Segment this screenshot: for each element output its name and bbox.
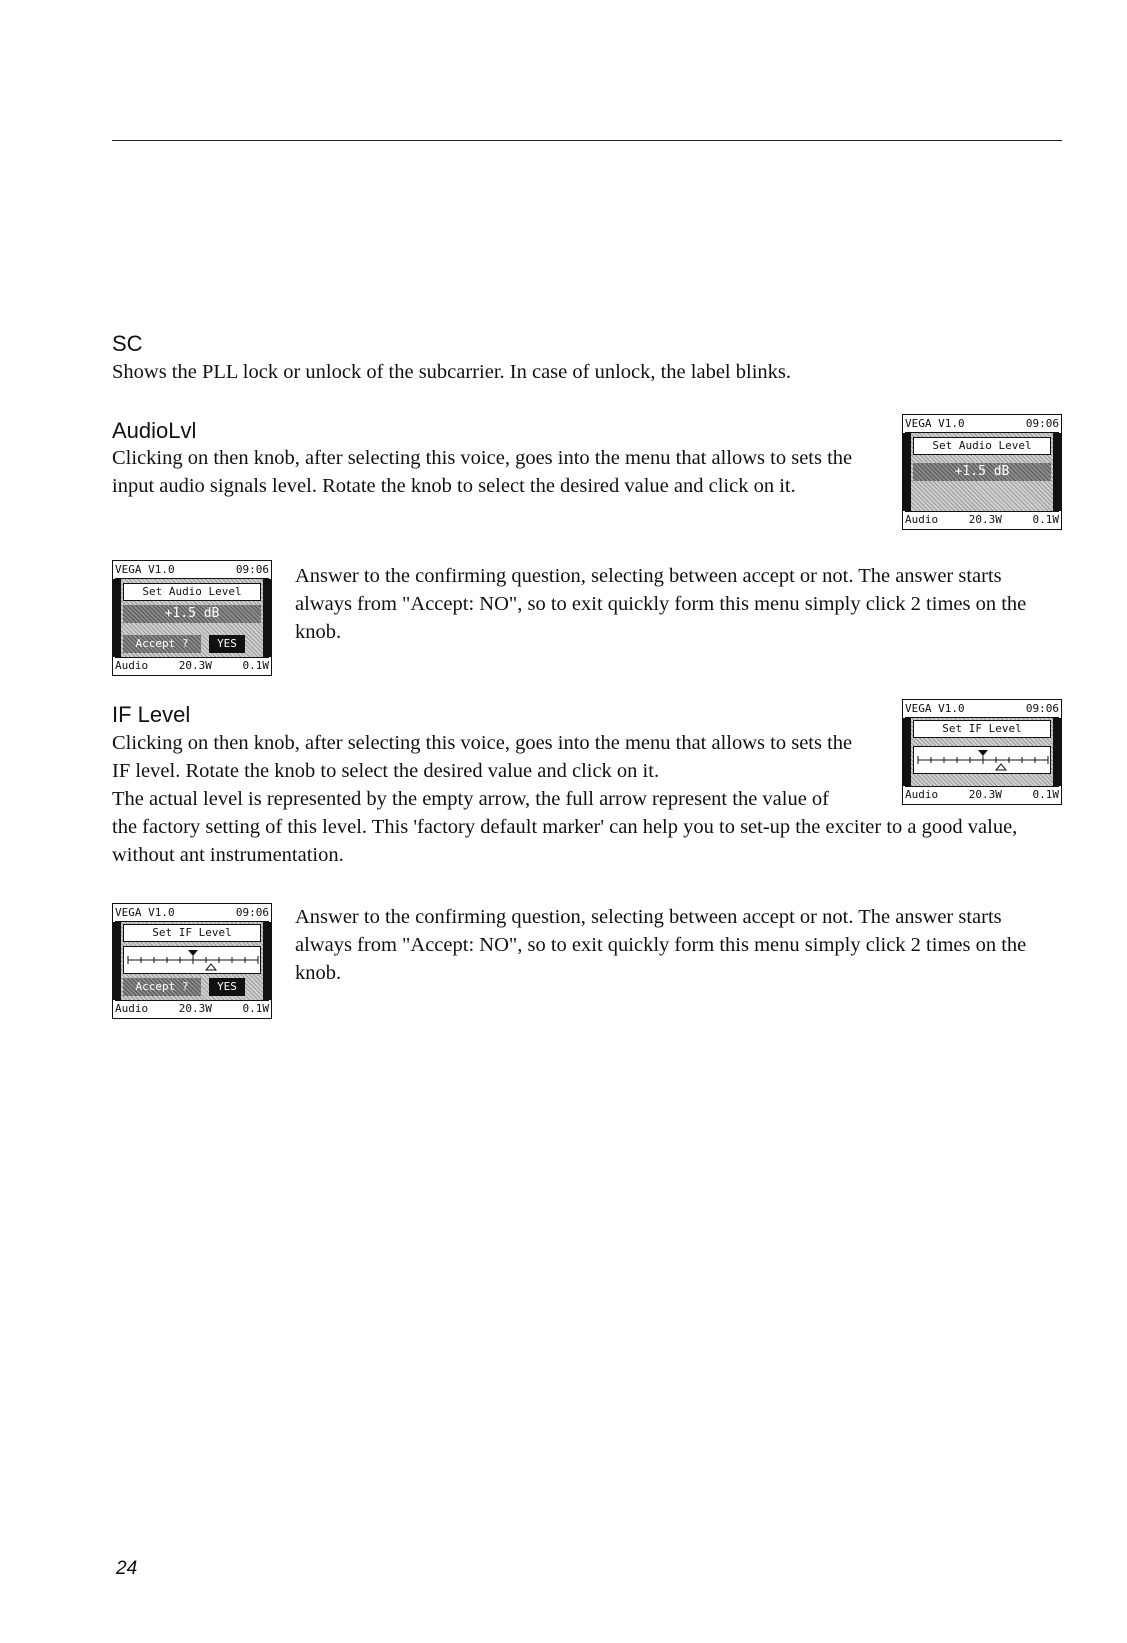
lcd-if-level-scale: [123, 946, 261, 974]
lcd-yes-option: YES: [209, 978, 245, 996]
lcd-footer: [115, 1000, 269, 1017]
lcd-header-model: VEGA V1.0: [115, 563, 175, 576]
lcd-header-model: VEGA V1.0: [905, 702, 965, 715]
lcd-body: [113, 579, 271, 657]
lcd-accept-prompt: Accept ?: [123, 635, 201, 653]
factory-default-marker-icon: [978, 750, 988, 756]
lcd-footer: [905, 511, 1059, 528]
lcd-body: [903, 718, 1061, 786]
lcd-header: [115, 562, 269, 579]
lcd-set-audio-level: [902, 414, 1062, 530]
audiolvl-description: [112, 444, 892, 500]
lcd-footer-reflected-power: 0.1W: [1032, 788, 1059, 801]
audiolvl-confirm-line-1: Answer to the confirming question, selecting between accept or not. The answer starts: [295, 565, 1002, 587]
audiolvl-confirm-line-2: always from "Accept: NO", so to exit quickly form this menu simply click 2 times on the: [295, 593, 1027, 615]
audiolvl-line-1: Clicking on then knob, after selecting this voice, goes into the menu that allows to sets the: [112, 447, 853, 469]
header-rule: [112, 140, 1062, 141]
actual-level-marker-icon: [996, 764, 1006, 770]
iflevel-line-2: IF level. Rotate the knob to select the desired value and click on it.: [112, 760, 660, 782]
iflevel-line-5: without ant instrumentation.: [112, 844, 344, 866]
lcd-footer-forward-power: 20.3W: [968, 788, 1002, 801]
section-title-audiolvl: AudioLvl: [112, 418, 197, 443]
lcd-menu-title: Set Audio Level: [913, 437, 1051, 455]
lcd-footer-reflected-power: 0.1W: [242, 1002, 269, 1015]
lcd-footer-reflected-power: 0.1W: [242, 659, 269, 672]
lcd-header-time: 09:06: [1025, 417, 1059, 430]
lcd-set-if-level: [902, 699, 1062, 805]
actual-level-marker-icon: [206, 964, 216, 970]
factory-default-marker-icon: [188, 950, 198, 956]
section-title-sc: SC: [112, 331, 143, 356]
lcd-footer-reflected-power: 0.1W: [1032, 513, 1059, 526]
if-level-scale-graphic: [124, 947, 262, 973]
lcd-menu-title: Set IF Level: [123, 924, 261, 942]
sc-text: Shows the PLL lock or unlock of the subcarrier. In case of unlock, the label blinks.: [112, 361, 791, 383]
section-title-iflevel: IF Level: [112, 702, 191, 727]
lcd-body: [113, 922, 271, 1000]
lcd-footer-forward-power: 20.3W: [178, 659, 212, 672]
iflevel-confirm-line-1: Answer to the confirming question, selecting between accept or not. The answer starts: [295, 906, 1002, 928]
lcd-header-time: 09:06: [1025, 702, 1059, 715]
iflevel-confirm-description: [295, 903, 1065, 987]
lcd-footer: [115, 657, 269, 674]
lcd-if-accept: [112, 903, 272, 1019]
lcd-yes-option: YES: [209, 635, 245, 653]
lcd-footer: [905, 786, 1059, 803]
audiolvl-line-2: input audio signals level. Rotate the knob to select the desired value and click on it.: [112, 475, 796, 497]
lcd-footer-forward-power: 20.3W: [968, 513, 1002, 526]
lcd-header: [115, 905, 269, 922]
audiolvl-confirm-line-3: knob.: [295, 621, 342, 643]
lcd-header-model: VEGA V1.0: [115, 906, 175, 919]
if-level-scale-graphic: [914, 747, 1052, 773]
lcd-header: [905, 701, 1059, 718]
lcd-footer-mode: Audio: [905, 513, 939, 526]
lcd-audio-value: +1.5 dB: [913, 463, 1051, 481]
lcd-audio-accept: [112, 560, 272, 676]
sc-description: [112, 358, 1062, 386]
iflevel-confirm-line-3: knob.: [295, 962, 342, 984]
lcd-body: [903, 433, 1061, 511]
lcd-menu-title: Set IF Level: [913, 720, 1051, 738]
lcd-header: [905, 416, 1059, 433]
iflevel-confirm-line-2: always from "Accept: NO", so to exit quickly form this menu simply click 2 times on the: [295, 934, 1027, 956]
lcd-if-level-scale: [913, 746, 1051, 774]
lcd-audio-value: +1.5 dB: [123, 605, 261, 623]
lcd-menu-title: Set Audio Level: [123, 583, 261, 601]
iflevel-line-4: the factory setting of this level. This 'factory default marker' can help you to set-up the exciter to a good value,: [112, 816, 1018, 838]
lcd-accept-prompt: Accept ?: [123, 978, 201, 996]
iflevel-line-1: Clicking on then knob, after selecting this voice, goes into the menu that allows to sets the: [112, 732, 853, 754]
lcd-footer-forward-power: 20.3W: [178, 1002, 212, 1015]
lcd-footer-mode: Audio: [115, 659, 149, 672]
lcd-footer-mode: Audio: [115, 1002, 149, 1015]
iflevel-line-3: The actual level is represented by the empty arrow, the full arrow represent the value of: [112, 788, 830, 810]
lcd-footer-mode: Audio: [905, 788, 939, 801]
lcd-header-time: 09:06: [235, 906, 269, 919]
page-number: 24: [116, 1558, 138, 1579]
lcd-header-time: 09:06: [235, 563, 269, 576]
audiolvl-confirm-description: [295, 562, 1065, 646]
lcd-header-model: VEGA V1.0: [905, 417, 965, 430]
